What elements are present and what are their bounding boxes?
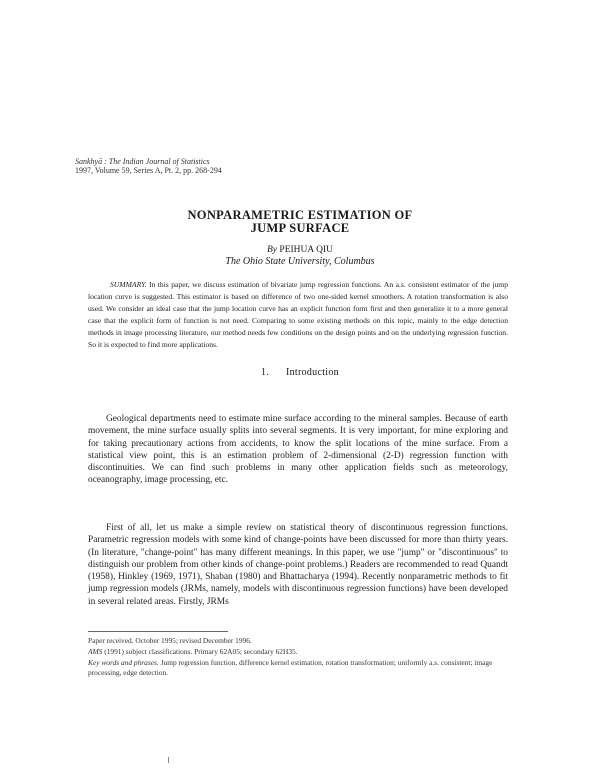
- section-number: 1.: [261, 367, 270, 378]
- author-affiliation: The Ohio State University, Columbus: [225, 256, 375, 267]
- author-by: By: [267, 245, 278, 255]
- journal-name: Sankhyā : The Indian Journal of Statistics: [75, 157, 210, 166]
- keywords-text: Jump regression function, difference kernel estimation, rotation transformation; uniformly a.s. consistent; image processing, edge detection.: [88, 658, 493, 677]
- ams-label: AMS: [88, 647, 103, 656]
- paper-title-line-2: JUMP SURFACE: [250, 221, 350, 235]
- abstract-text: In this paper, we discuss estimation of bivariate jump regression functions. An a.s. consistent estimator of the jump location curve is suggested. This estimator is based on difference of two one-sided kernel smoothers. A rotation transformation is also used. We consider an ideal case that the jump location curve has an explicit function form first and then generalize it to a more general case that the explicit form of function is not need. Comparing to some existing methods on this topic, mainly to the edge detection methods in image processing literature, our method needs few conditions on the design points and on the underlying regression function. So it is expected to find more applications.: [88, 280, 508, 349]
- footnote-rule: [88, 631, 228, 632]
- author-line: [0, 244, 600, 256]
- abstract-label: SUMMARY.: [110, 280, 147, 289]
- keywords-label: Key words and phrases.: [88, 658, 159, 667]
- footnote-received: Paper received. October 1995; revised December 1996.: [88, 636, 252, 645]
- intro-paragraph-1: Geological departments need to estimate mine surface according to the mineral samples. Because of earth movement, the mine surface usually splits into several segments. It is very important, for mine exploring and for taking precautionary actions from accidents, to know the split locations of the mine surface. From a statistical view point, this is an estimation problem of 2-dimensional (2-D) regression function with discontinuities. We can find such problems in many other application fields such as meteorology, oceanography, image processing, etc.: [88, 414, 508, 486]
- section-heading: [0, 367, 600, 378]
- section-title: Introduction: [285, 367, 339, 378]
- footnote-keywords: [88, 658, 508, 678]
- journal-volume-line: 1997, Volume 59, Series A, Pt. 2, pp. 268-294: [75, 166, 222, 175]
- abstract: [88, 279, 508, 351]
- intro-paragraph-2: First of all, let us make a simple review on statistical theory of discontinuous regression functions. Parametric regression models with some kind of change-points have been discussed for more than thirty years. (In literature, "change-point" has many different meanings. In this paper, we use "jump" or "discontinuous" to distinguish our problem from other kinds of change-point problems.) Readers are recommended to read Quandt (1958), Hinkley (1969, 1971), Shaban (1980) and Bhattacharya (1994). Recently nonparametric methods to fit jump regression models (JRMs, namely, models with discontinuous regression functions) have been developed in several related areas. Firstly, JRMs: [88, 523, 508, 607]
- paper-title-line-1: NONPARAMETRIC ESTIMATION OF: [187, 208, 413, 222]
- ams-text: (1991) subject classifications. Primary 62A05; secondary 62H35.: [104, 647, 298, 656]
- scan-mark: [168, 757, 169, 763]
- author-name: PEIHUA QIU: [279, 245, 333, 255]
- footnote-ams: [88, 647, 508, 657]
